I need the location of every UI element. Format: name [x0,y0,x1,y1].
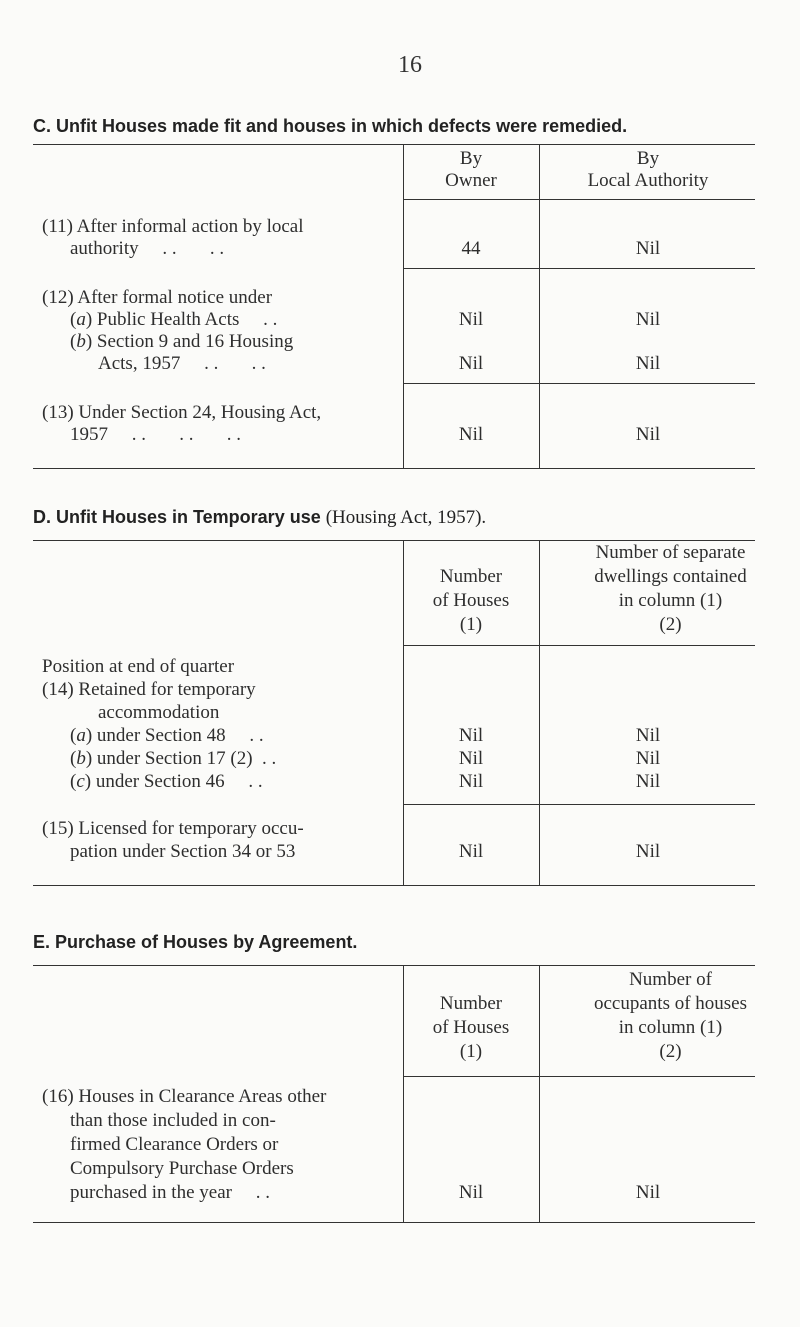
section-d-row-rule [403,804,755,805]
e-col1-header-line2: of Houses [432,1017,510,1038]
e-col2-header-line1: Number of [629,969,712,990]
row-11-label-line1: (11) After informal action by local [42,216,304,237]
row-16-label-line4: Compulsory Purchase Orders [70,1158,294,1179]
row-14-label-line1: (14) Retained for temporary [42,679,256,700]
row-14b-col1: Nil [458,748,484,769]
row-13-owner: Nil [458,424,484,445]
row-14a-letter: a [76,725,86,746]
row-14c-label: (c) under Section 46 . . [70,771,263,792]
row-11-label-line2: authority . . . . [70,238,225,259]
section-e-top-rule [33,965,755,966]
row-16-label-line1: (16) Houses in Clearance Areas other [42,1086,327,1107]
row-14b-label: (b) under Section 17 (2) . . [70,748,277,769]
row-16-label-line5: purchased in the year . . [70,1182,270,1203]
row-14c-col2: Nil [635,771,661,792]
section-c-heading: C. Unfit Houses made fit and houses in which defects were remedied. [33,116,628,136]
e-col1-header-line1: Number [439,993,503,1014]
row-14c-text: under Section 46 . . [95,771,263,792]
section-d-divider-1 [403,540,404,886]
row-12a-owner: Nil [458,309,484,330]
row-14a-col2: Nil [635,725,661,746]
section-c-row-rule-2 [403,383,755,384]
row-12a-text: Public Health Acts . . [96,309,278,330]
col-header-authority-line2: Local Authority [587,170,709,191]
page-number: 16 [398,52,422,78]
row-15-label-line2: pation under Section 34 or 53 [70,841,296,862]
section-c-divider-1 [403,144,404,469]
section-e-header-rule [403,1076,755,1077]
row-11-authority: Nil [635,238,661,259]
section-d-bottom-rule [33,885,755,886]
row-12a-letter: a [76,309,86,330]
section-d-heading-rest: (Housing Act, 1957). [325,507,487,528]
e-col2-header-line3: in column (1) [618,1017,723,1038]
row-11-owner: 44 [461,238,481,259]
row-15-col1: Nil [458,841,484,862]
d-col2-header-line3: in column (1) [618,590,723,611]
e-col2-header-line4: (2) [659,1041,682,1062]
row-12a-authority: Nil [635,309,661,330]
row-15-col2: Nil [635,841,661,862]
row-14a-text: under Section 48 . . [96,725,264,746]
row-14b-text: under Section 17 (2) . . [96,748,277,769]
section-e-divider-1 [403,965,404,1223]
row-13-label-line1: (13) Under Section 24, Housing Act, [42,402,322,423]
section-d-heading-bold: D. Unfit Houses in Temporary use [33,507,321,527]
col-header-owner-line1: By [459,148,483,169]
section-e-divider-2 [539,965,540,1223]
d-col1-header-line3: (1) [459,614,483,635]
row-13-authority: Nil [635,424,661,445]
section-d-divider-2 [539,540,540,886]
row-12b-label-line2: Acts, 1957 . . . . [98,353,266,374]
d-col2-header-line1: Number of separate [595,542,746,563]
row-14c-letter: c [76,771,85,792]
section-d-header-rule [403,645,755,646]
section-d-heading [33,507,486,529]
row-15-label-line1: (15) Licensed for temporary occu- [42,818,304,839]
row-14b-letter: b [76,748,86,769]
row-12-label: (12) After formal notice under [42,287,273,308]
row-12b-owner: Nil [458,353,484,374]
row-16-col1: Nil [458,1182,484,1203]
d-col2-header-line2: dwellings contained [594,566,747,587]
row-12a-label: (a) Public Health Acts . . [70,309,278,330]
row-16-label-line2: than those included in con- [70,1110,276,1131]
row-14a-label: (a) under Section 48 . . [70,725,264,746]
row-14b-col2: Nil [635,748,661,769]
row-12b-authority: Nil [635,353,661,374]
section-c-top-rule [33,144,755,145]
row-14a-col1: Nil [458,725,484,746]
section-e-bottom-rule [33,1222,755,1223]
d-col2-header-line4: (2) [659,614,682,635]
section-c-header-rule [403,199,755,200]
section-c-row-rule-1 [403,268,755,269]
row-14c-col1: Nil [458,771,484,792]
col-header-authority-line1: By [636,148,660,169]
e-col1-header-line3: (1) [459,1041,483,1062]
d-col1-header-line1: Number [439,566,503,587]
row-14-label-line2: accommodation [98,702,220,723]
col-header-owner-line2: Owner [445,170,497,191]
row-12b-label: (b) Section 9 and 16 Housing [70,331,294,352]
section-e-heading: E. Purchase of Houses by Agreement. [33,932,358,952]
row-16-label-line3: firmed Clearance Orders or [70,1134,279,1155]
row-12b-text: Section 9 and 16 Housing [96,331,294,352]
e-col2-header-line2: occupants of houses [593,993,748,1014]
position-label: Position at end of quarter [42,656,235,677]
row-16-col2: Nil [635,1182,661,1203]
section-d-top-rule [33,540,755,541]
row-12b-letter: b [76,331,86,352]
section-c-divider-2 [539,144,540,469]
row-13-label-line2: 1957 . . . . . . [70,424,241,445]
d-col1-header-line2: of Houses [432,590,510,611]
section-c-bottom-rule [33,468,755,469]
